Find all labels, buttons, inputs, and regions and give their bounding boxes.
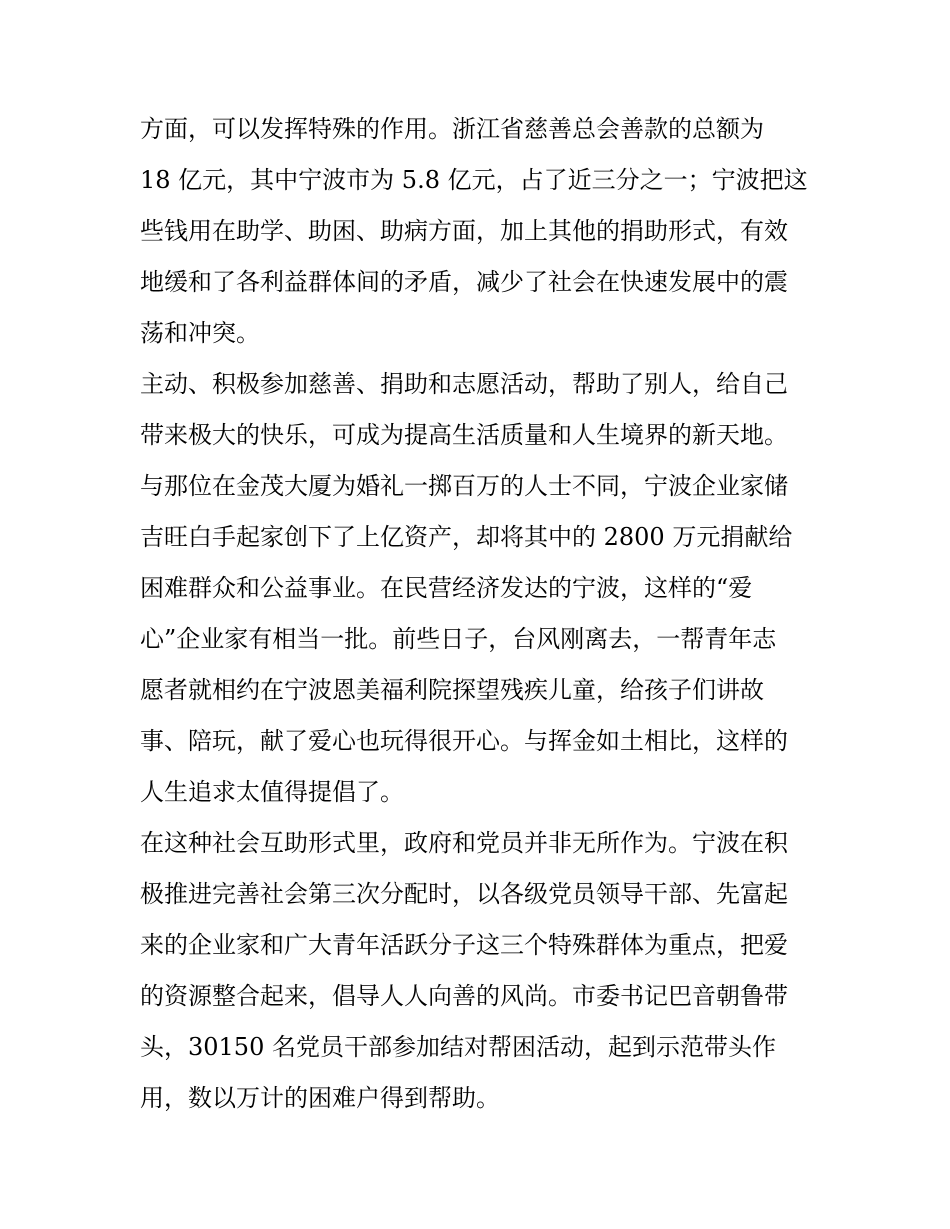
text-line: 人生追求太值得提倡了。 [140,778,404,806]
text-line: 些钱用在助学、助困、助病方面，加上其他的捐助形式，有效 [140,217,788,245]
text-line: 用，数以万计的困难户得到帮助。 [140,1084,500,1112]
text-line: 事、陪玩，献了爱心也玩得很开心。与挥金如土相比，这样的 [140,727,788,755]
text-line: 荡和冲突。 [140,319,260,347]
text-line: 困难群众和公益事业。在民营经济发达的宁波，这样的“爱 [140,574,753,602]
text-line: 来的企业家和广大青年活跃分子这三个特殊群体为重点，把爱 [140,931,788,959]
text-line: 与那位在金茂大厦为婚礼一掷百万的人士不同，宁波企业家储 [140,472,788,500]
text-line: 地缓和了各利益群体间的矛盾，减少了社会在快速发展中的震 [140,268,788,296]
text-line: 18 亿元，其中宁波市为 5.8 亿元，占了近三分之一；宁波把这 [140,166,808,194]
text-line: 在这种社会互助形式里，政府和党员并非无所作为。宁波在积 [140,829,788,857]
text-line: 吉旺白手起家创下了上亿资产，却将其中的 2800 万元捐献给 [140,523,793,551]
text-line: 方面，可以发挥特殊的作用。浙江省慈善总会善款的总额为 [140,115,764,143]
text-line: 带来极大的快乐，可成为提高生活质量和人生境界的新天地。 [140,421,788,449]
text-line: 头，30150 名党员干部参加结对帮困活动，起到示范带头作 [140,1033,776,1061]
text-line: 的资源整合起来，倡导人人向善的风尚。市委书记巴音朝鲁带 [140,982,788,1010]
text-line: 心”企业家有相当一批。前些日子，台风刚离去，一帮青年志 [140,625,777,653]
text-line: 愿者就相约在宁波恩美福利院探望残疾儿童，给孩子们讲故 [140,676,764,704]
text-line: 极推进完善社会第三次分配时，以各级党员领导干部、先富起 [140,880,788,908]
text-line: 主动、积极参加慈善、捐助和志愿活动，帮助了别人，给自己 [140,370,788,398]
body-text [140,104,830,1124]
